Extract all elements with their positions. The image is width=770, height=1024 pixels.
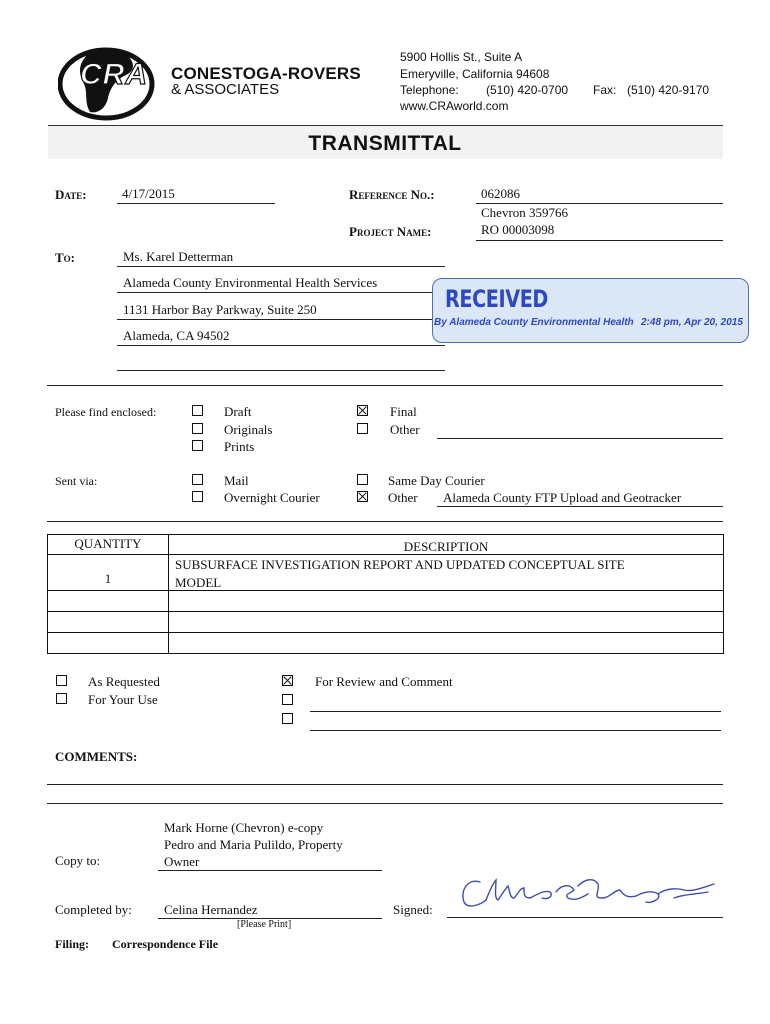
enclosed-label: Please find enclosed: bbox=[55, 405, 157, 419]
reference-label: Reference No.: bbox=[349, 187, 435, 202]
for-review-label: For Review and Comment bbox=[315, 674, 453, 689]
logo-text: CRA bbox=[80, 58, 148, 91]
enclosed-other-underline[interactable] bbox=[437, 438, 723, 439]
sent-other-underline bbox=[437, 506, 723, 507]
address-line1: 5900 Hollis St., Suite A bbox=[400, 50, 523, 64]
checkbox-draft[interactable] bbox=[192, 405, 203, 416]
checkbox-enclosed-other[interactable] bbox=[357, 423, 368, 434]
copy-to-line1: Mark Horne (Chevron) e-copy bbox=[164, 820, 324, 835]
description-line1: SUBSURFACE INVESTIGATION REPORT AND UPDATED CONCEPTUAL SITE bbox=[175, 557, 625, 572]
purpose-blank-underline-2[interactable] bbox=[310, 730, 721, 731]
section-divider-1 bbox=[47, 385, 723, 386]
recipient-organization: Alameda County Environmental Health Services bbox=[123, 275, 378, 290]
stamp-title: RECEIVED bbox=[445, 285, 548, 313]
comments-line-2[interactable] bbox=[47, 803, 723, 804]
project-line1: Chevron 359766 bbox=[481, 205, 569, 220]
purpose-blank-underline-1[interactable] bbox=[310, 711, 721, 712]
table-row bbox=[48, 555, 724, 591]
recipient-underline-3 bbox=[117, 319, 445, 320]
recipient-underline-1 bbox=[117, 266, 445, 267]
sent-via-label: Sent via: bbox=[55, 474, 98, 488]
completed-by-label: Completed by: bbox=[55, 902, 132, 917]
signed-label: Signed: bbox=[393, 902, 433, 917]
signature-underline[interactable] bbox=[447, 917, 723, 918]
quantity-cell bbox=[48, 633, 169, 654]
checkbox-overnight-courier[interactable] bbox=[192, 491, 203, 502]
description-cell bbox=[169, 591, 724, 612]
comments-label: COMMENTS: bbox=[55, 749, 138, 764]
date-underline bbox=[117, 203, 275, 204]
website: www.CRAworld.com bbox=[400, 99, 509, 113]
project-line2: RO 00003098 bbox=[481, 222, 555, 237]
company-name-line2: & ASSOCIATES bbox=[171, 81, 280, 98]
filing-value: Correspondence File bbox=[112, 937, 219, 951]
quantity-cell bbox=[48, 555, 169, 591]
company-name: CONESTOGA-ROVERS bbox=[171, 64, 361, 83]
date-value: 4/17/2015 bbox=[122, 186, 175, 201]
checkbox-for-review[interactable] bbox=[282, 675, 293, 686]
recipient-underline-4 bbox=[117, 345, 445, 346]
page-title: TRANSMITTAL bbox=[308, 132, 462, 155]
description-cell bbox=[169, 555, 724, 591]
checkbox-same-day-courier[interactable] bbox=[357, 474, 368, 485]
copy-to-line2: Pedro and Maria Pulildo, Property bbox=[164, 837, 343, 852]
option-prints-label: Prints bbox=[224, 439, 255, 454]
option-same-day-courier-label: Same Day Courier bbox=[388, 473, 485, 488]
stamp-by: By Alameda County Environmental Health bbox=[434, 317, 634, 328]
quantity-cell bbox=[48, 591, 169, 612]
recipient-street: 1131 Harbor Bay Parkway, Suite 250 bbox=[123, 302, 317, 317]
comments-line-1[interactable] bbox=[47, 784, 723, 785]
checkbox-prints[interactable] bbox=[192, 440, 203, 451]
copy-to-label: Copy to: bbox=[55, 853, 101, 868]
option-draft-label: Draft bbox=[224, 404, 252, 419]
copy-to-underline bbox=[158, 870, 382, 871]
option-final-label: Final bbox=[390, 404, 417, 419]
description-table bbox=[47, 534, 724, 654]
description-cell bbox=[169, 633, 724, 654]
checkbox-for-your-use[interactable] bbox=[56, 693, 67, 704]
checkbox-mail[interactable] bbox=[192, 474, 203, 485]
project-label: Project Name: bbox=[349, 224, 432, 239]
description-header-text: DESCRIPTION bbox=[403, 539, 489, 554]
for-your-use-label: For Your Use bbox=[88, 692, 158, 707]
table-header-row bbox=[48, 535, 724, 555]
please-print-note: [Please Print] bbox=[237, 919, 292, 930]
description-header bbox=[169, 535, 724, 555]
quantity-header bbox=[48, 535, 169, 555]
option-enclosed-other-label: Other bbox=[390, 422, 420, 437]
copy-to-line3: Owner bbox=[164, 854, 200, 869]
received-stamp bbox=[432, 278, 749, 343]
recipient-name: Ms. Karel Detterman bbox=[123, 249, 234, 264]
fax-label: Fax: bbox=[593, 83, 617, 97]
quantity-value: 1 bbox=[104, 571, 112, 586]
signature bbox=[452, 864, 722, 916]
date-label: Date: bbox=[55, 187, 87, 202]
recipient-underline-2 bbox=[117, 292, 445, 293]
fax-value: (510) 420-9170 bbox=[627, 83, 710, 97]
project-underline bbox=[476, 240, 723, 241]
sent-other-value: Alameda County FTP Upload and Geotracker bbox=[443, 490, 682, 505]
quantity-header-text: QUANTITY bbox=[74, 536, 142, 551]
section-divider-2 bbox=[47, 521, 723, 522]
table-row bbox=[48, 633, 724, 654]
reference-underline bbox=[476, 203, 723, 204]
filing-label: Filing: bbox=[55, 937, 90, 951]
checkbox-purpose-blank-1[interactable] bbox=[282, 694, 293, 705]
address-line2: Emeryville, California 94608 bbox=[400, 67, 550, 81]
as-requested-label: As Requested bbox=[88, 674, 160, 689]
recipient-city: Alameda, CA 94502 bbox=[123, 328, 230, 343]
to-label: To: bbox=[55, 250, 76, 265]
checkbox-purpose-blank-2[interactable] bbox=[282, 713, 293, 724]
option-mail-label: Mail bbox=[224, 473, 249, 488]
checkbox-originals[interactable] bbox=[192, 423, 203, 434]
reference-value: 062086 bbox=[481, 186, 520, 201]
completed-by-name: Celina Hernandez bbox=[164, 902, 258, 917]
description-line2: MODEL bbox=[175, 575, 222, 590]
checkbox-sent-other[interactable] bbox=[357, 491, 368, 502]
telephone-label: Telephone: bbox=[400, 83, 459, 97]
telephone-value: (510) 420-0700 bbox=[486, 83, 569, 97]
table-row bbox=[48, 591, 724, 612]
checkbox-final[interactable] bbox=[357, 405, 368, 416]
option-sent-other-label: Other bbox=[388, 490, 418, 505]
table-row bbox=[48, 612, 724, 633]
description-cell bbox=[169, 612, 724, 633]
option-originals-label: Originals bbox=[224, 422, 273, 437]
option-overnight-courier-label: Overnight Courier bbox=[224, 490, 320, 505]
recipient-underline-5 bbox=[117, 370, 445, 371]
stamp-time: 2:48 pm, Apr 20, 2015 bbox=[641, 317, 743, 328]
checkbox-as-requested[interactable] bbox=[56, 675, 67, 686]
quantity-cell bbox=[48, 612, 169, 633]
